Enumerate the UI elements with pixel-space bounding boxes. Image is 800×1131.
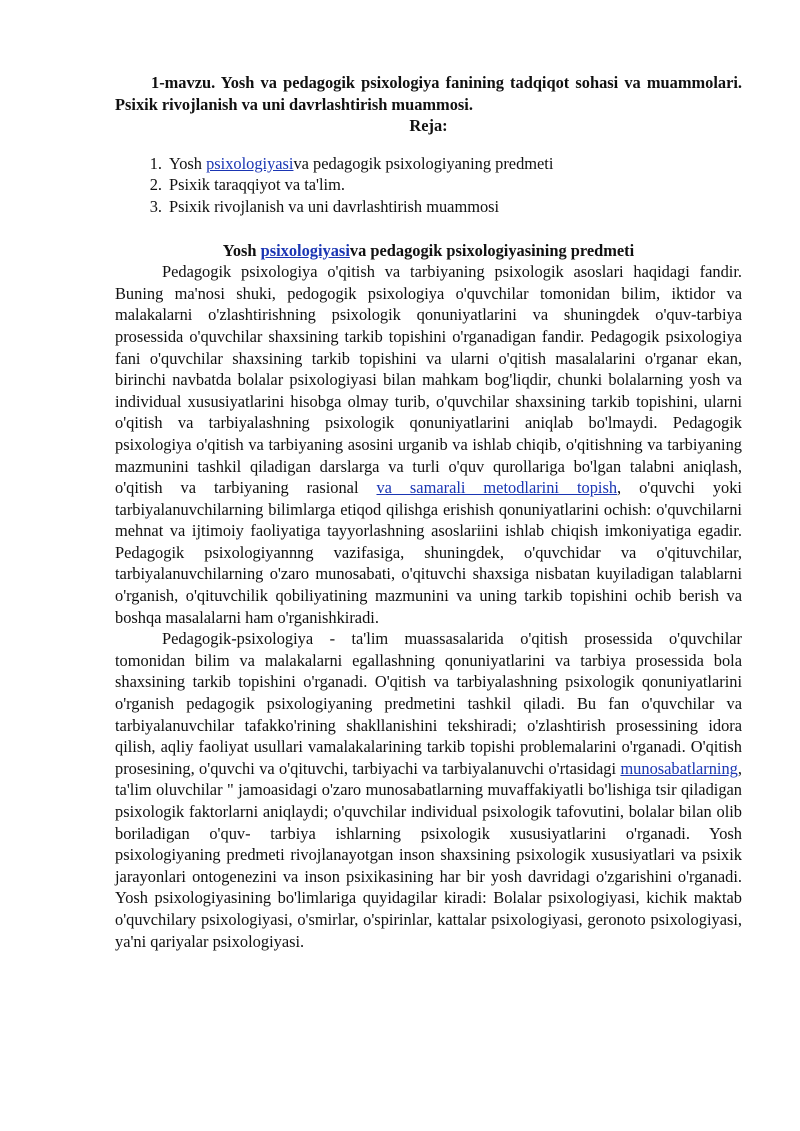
paragraph-2 — [115, 628, 742, 952]
metodlarini-topish-link[interactable]: va samarali metodlarini topish — [376, 478, 618, 498]
plan-item-text-after: va pedagogik psixologiyaning predmeti — [293, 153, 554, 173]
plan-heading: Reja: — [409, 116, 448, 136]
plan-item-number: 1. — [149, 153, 162, 173]
plan-item-number: 2. — [149, 175, 162, 195]
document-title — [115, 72, 742, 115]
plan-item-number: 3. — [149, 196, 162, 216]
psixologiyasi-link[interactable]: psixologiyasi — [206, 153, 294, 173]
paragraph-1-text-a: Pedagogik psixologiya o'qitish va tarbiyaning psixologik asoslari haqidagi fandir. Buning ma'nosi shuki, pedogogik psixologiya o'quvchilar tomonidan bilim, iktidor va malakalarni o'zlashtirishning psixologik qonuniyatlarini va shuningdek o'quv-tarbiya prosessida o'quvchilar shaxsining tarkib topishini o'rganadigan fandir. Pedagogik psixologiya fani o'quvchilar shaxsining tarkib topishini va ularni o'qitish masalalarini o'rganar ekan, birinchi navbatda bolalar psixologiyasi bilan mahkam bog'liqdir, chunki bolalarning yosh va individual xususiyatlarini hisobga olmay turib, o'quvchilar shaxsining tarkib topishini, ularni o'qitish va tarbiyalashning psixologik qonuniyatlarini aniqlab bo'lmaydi. Pedagogik psixologiya o'qitish va tarbiyaning asosini urganib va ishlab chiqib, o'qitishning va tarbiyaning mazmunini tashkil qiladigan darslarga va turli o'quv qurollariga bo'lgan talabni aniqlash, o'qitish va tarbiyaning rasional — [115, 262, 742, 498]
paragraph-1-text-b: , o'quvchi yoki tarbiyalanuvchilarning bilimlarga etiqod qilishga erishish qonuniyatlarini ochish: o'quvchilarni mehnat va ijtimoiy faoliyatiga tayyorlashning asoslariini ishlab chiqish imkoniyatiga egadir. Pedagogik psixologiyannng vazifasiga, shuningdek, o'quvchidar va o'qituvchilar, tarbiyalanuvchilarning o'zaro munosabati, o'qituvchi shaxsiga nisbatan kuyiladigan talablarni o'rganish, o'qituvchilik qobiliyatining mazmunini va uning tarkib topishini ochib berish va boshqa masalalarni ham o'rganishkiradi. — [115, 478, 742, 627]
plan-item-text: Psixik taraqqiyot va ta'lim. — [169, 175, 345, 195]
section-heading — [115, 240, 742, 262]
plan-item-text — [169, 153, 553, 175]
title-separator: . — [211, 73, 221, 92]
plan-item-text-before: Yosh — [169, 153, 207, 173]
plan-item-1 — [115, 153, 742, 175]
plan-item-text: Psixik rivojlanish va uni davrlashtirish muammosi — [169, 196, 500, 216]
plan-item-2 — [115, 174, 742, 196]
plan-list — [115, 153, 742, 218]
section-heading-before: Yosh — [222, 240, 261, 260]
plan-item-3 — [115, 196, 742, 218]
section-psixologiyasi-link[interactable]: psixologiyasi — [260, 240, 350, 260]
topic-number: 1-mavzu — [151, 73, 212, 92]
paragraph-2-text-b: , ta'lim oluvchilar " jamoasidagi o'zaro munosabatlarning muvaffakiyatli bo'lishiga tsir qiladigan psixologik faktorlarni aniqlaydi; o'quvchilar individual psixologik tafovutini, bolalar bilan olib boriladigan o'quv- tarbiya ishlarning psixologik xususiyatlarini o'rganadi. Yosh psixologiyaning predmeti rivojlanayotgan inson shaxsining psixologik xususiyatlari va psixik jarayonlari ontogenezini va inson psixikasining har bir yosh davridagi o'zgarishini o'rganadi. Yosh psixologiyasining bo'limlariga quyidagilar kiradi: Bolalar psixologiyasi, kichik maktab o'quvchilary psixologiyasi, o'smirlar, o'spirinlar, kattalar psixologiyasi, geronoto psixologiyasi, ya'ni qariyalar psixologiyasi. — [115, 758, 742, 951]
paragraph-2-text-a: Pedagogik-psixologiya - ta'lim muassasalarida o'qitish prosessida o'quvchilar tomonidan bilim va malakalarni egallashning qonuniyatlarini va tarbiya prosessida bola shaxsining tarkib topishini o'rganadi. O'qitish va tarbiyalashning psixologik qonuniyatlarini o'rganish pedagogik psixologiyaning predmetini tashkil qiladi. Bu fan o'quvchilar va tarbiyalanuvchilar tafakko'rining shakllanishini tekshiradi; o'zlashtirish prosessining idora qilish, aqliy faoliyat usullari vamalakalarining tarkib topishi problemalarini o'rganadi. O'qitish prosesining, o'quvchi va o'qituvchi, tarbiyachi va tarbiyalanuvchi o'rtasidagi — [115, 629, 742, 778]
topic-title: Yosh va pedagogik psixologiya fanining tadqiqot sohasi va muammolari. Psixik rivojlanish va uni davrlashtirish muammosi. — [115, 73, 742, 114]
paragraph-1 — [115, 261, 742, 628]
document-page — [115, 72, 742, 952]
section-heading-after: va pedagogik psixologiyasining predmeti — [349, 240, 635, 260]
munosabatlarning-link[interactable]: munosabatlarning — [620, 758, 738, 778]
